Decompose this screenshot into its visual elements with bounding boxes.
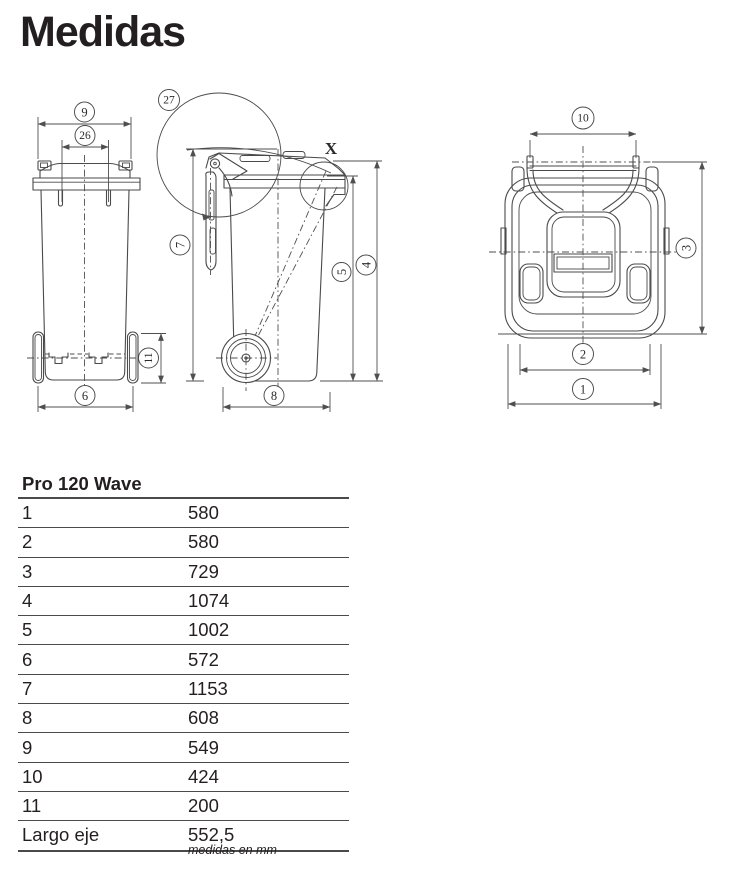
callout-10	[572, 107, 594, 129]
svg-text:9: 9	[81, 105, 88, 120]
callout-8	[264, 386, 284, 406]
svg-text:4: 4	[359, 261, 374, 269]
dimension-body-width	[520, 344, 650, 376]
row-value: 424	[188, 765, 219, 787]
page-title: Medidas	[20, 8, 186, 56]
table-row	[18, 792, 349, 821]
svg-text:11: 11	[143, 352, 155, 364]
table-row	[18, 821, 349, 851]
row-label: 5	[22, 619, 33, 641]
callout-9	[75, 102, 95, 122]
table-row	[18, 587, 349, 616]
row-value: 1074	[188, 590, 230, 612]
row-value: 572	[188, 648, 219, 670]
svg-text:2: 2	[579, 347, 587, 362]
table-row	[18, 616, 349, 645]
row-label: 3	[22, 560, 33, 582]
row-value: 608	[188, 707, 219, 729]
table-row	[18, 528, 349, 557]
callout-7	[170, 235, 190, 255]
top-view-drawing	[489, 107, 707, 409]
row-label: 7	[22, 677, 33, 699]
svg-text:3: 3	[679, 244, 694, 252]
table-row	[18, 733, 349, 762]
svg-text:5: 5	[335, 268, 349, 276]
units-note: medidas en mm	[188, 843, 277, 857]
row-value: 1002	[188, 619, 230, 641]
row-value: 1153	[188, 677, 228, 699]
row-label: Largo eje	[22, 824, 100, 846]
row-value: 552,5	[188, 824, 235, 846]
row-label: 10	[22, 765, 43, 787]
dimension-wheel-diameter	[139, 334, 167, 384]
table-row	[18, 645, 349, 674]
callout-4	[356, 255, 376, 275]
callout-1	[573, 379, 594, 400]
row-label: 4	[22, 590, 33, 612]
row-label: 8	[22, 707, 33, 729]
row-label: 6	[22, 648, 33, 670]
svg-text:7: 7	[173, 241, 188, 249]
row-value: 580	[188, 531, 219, 553]
table-row	[18, 499, 349, 528]
dimensions-table	[18, 470, 349, 852]
front-view-drawing	[27, 102, 166, 412]
row-label: 2	[22, 531, 33, 553]
callout-26	[75, 126, 95, 146]
callout-6	[75, 386, 95, 406]
table-row	[18, 704, 349, 733]
callout-5	[332, 263, 351, 282]
dimension-depth-bottom	[223, 386, 330, 413]
svg-text:10: 10	[577, 112, 589, 125]
dimension-wheel-track	[38, 386, 133, 413]
callout-27	[159, 90, 180, 111]
svg-text:6: 6	[81, 389, 89, 403]
svg-text:27: 27	[163, 94, 175, 107]
detail-x-label: X	[324, 139, 338, 158]
svg-text:1: 1	[579, 382, 587, 397]
table-row	[18, 558, 349, 587]
table-row	[18, 763, 349, 792]
side-view-drawing	[157, 90, 383, 413]
row-label: 9	[22, 736, 33, 758]
row-label: 1	[22, 502, 33, 524]
svg-text:26: 26	[79, 130, 91, 142]
callout-11	[139, 348, 159, 368]
callout-2	[573, 344, 594, 365]
table-row	[18, 675, 349, 704]
row-label: 11	[22, 795, 42, 817]
row-value: 580	[188, 502, 219, 524]
table-header: Pro 120 Wave	[18, 470, 349, 499]
svg-text:8: 8	[270, 389, 278, 403]
dimension-height-rim	[320, 176, 383, 381]
row-value: 549	[188, 736, 219, 758]
row-value: 729	[188, 560, 219, 582]
row-value: 200	[188, 795, 219, 817]
callout-3	[676, 238, 696, 258]
